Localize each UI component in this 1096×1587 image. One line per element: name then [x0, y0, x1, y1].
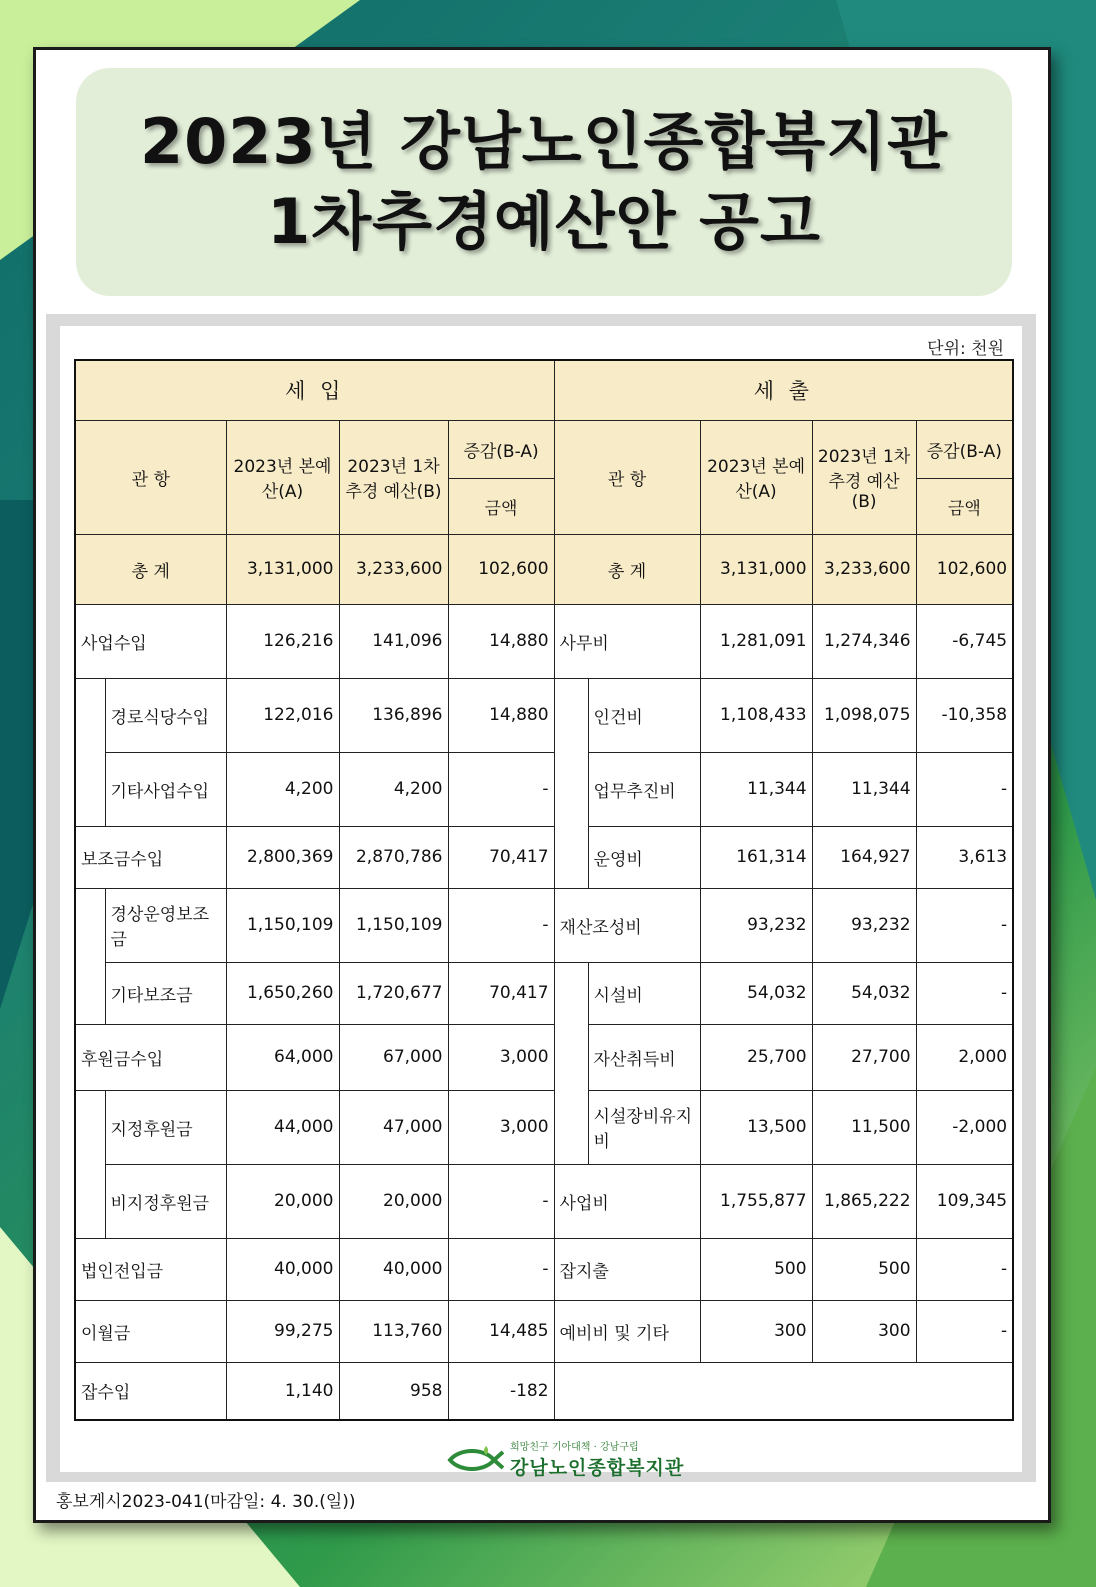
table-row [75, 826, 1013, 888]
expense-item-name: 운영비 [588, 826, 700, 888]
expense-value-b: 1,098,075 [812, 678, 916, 752]
expense-value-a: 1,755,877 [700, 1164, 812, 1238]
notice-frame [33, 47, 1051, 1523]
expense-value-b: 500 [812, 1238, 916, 1300]
fish-logo-icon [446, 1444, 504, 1474]
income-category-name: 후원금수입 [75, 1024, 226, 1090]
income-value-b: 113,760 [339, 1300, 448, 1362]
expense-category-name: 사무비 [554, 604, 700, 678]
income-indent-cell [75, 888, 105, 962]
table-row [75, 1300, 1013, 1362]
income-indent-cell [75, 1164, 105, 1238]
expense-value-b: 1,274,346 [812, 604, 916, 678]
expense-total-diff: 102,600 [916, 534, 1013, 604]
expense-item-name: 자산취득비 [588, 1024, 700, 1090]
expense-value-diff: - [916, 1238, 1013, 1300]
table-row [75, 1164, 1013, 1238]
income-value-a: 44,000 [226, 1090, 339, 1164]
content-panel [46, 314, 1036, 1482]
expense-value-b: 164,927 [812, 826, 916, 888]
expense-value-a: 1,108,433 [700, 678, 812, 752]
income-value-diff: 14,880 [448, 604, 554, 678]
expense-value-b: 27,700 [812, 1024, 916, 1090]
expense-value-b: 300 [812, 1300, 916, 1362]
income-value-b: 136,896 [339, 678, 448, 752]
income-category-name: 사업수입 [75, 604, 226, 678]
income-category-header: 관 항 [75, 420, 226, 534]
income-category-name: 보조금수입 [75, 826, 226, 888]
expense-value-a: 54,032 [700, 962, 812, 1024]
table-row [75, 752, 1013, 826]
expense-value-diff: - [916, 1300, 1013, 1362]
income-value-diff: 3,000 [448, 1024, 554, 1090]
expense-total-label: 총 계 [554, 534, 700, 604]
expense-value-b: 11,344 [812, 752, 916, 826]
table-row [75, 678, 1013, 752]
income-value-b: 141,096 [339, 604, 448, 678]
income-value-b: 47,000 [339, 1090, 448, 1164]
expense-revised-budget-header: 2023년 1차추경 예산(B) [812, 420, 916, 534]
income-value-diff: - [448, 752, 554, 826]
income-value-diff: - [448, 1164, 554, 1238]
income-total-diff: 102,600 [448, 534, 554, 604]
income-indent-cell [75, 962, 105, 1024]
income-item-name: 경로식당수입 [105, 678, 226, 752]
expense-value-diff: - [916, 888, 1013, 962]
notice-number: 홍보게시2023-041(마감일: 4. 30.(일)) [56, 1492, 356, 1512]
income-category-name: 잡수입 [75, 1362, 226, 1420]
income-value-a: 1,650,260 [226, 962, 339, 1024]
income-value-diff: - [448, 888, 554, 962]
table-row [75, 1362, 1013, 1420]
expense-value-b: 11,500 [812, 1090, 916, 1164]
expense-value-a: 300 [700, 1300, 812, 1362]
unit-label: 단위: 천원 [927, 339, 1004, 359]
income-value-b: 67,000 [339, 1024, 448, 1090]
income-indent-cell [75, 678, 105, 752]
income-total-b: 3,233,600 [339, 534, 448, 604]
expense-indent-cell [554, 962, 588, 1024]
expense-value-a: 25,700 [700, 1024, 812, 1090]
expense-section-header: 세 출 [554, 360, 1013, 420]
income-item-name: 지정후원금 [105, 1090, 226, 1164]
content-inner [60, 326, 1022, 1479]
expense-item-name: 시설비 [588, 962, 700, 1024]
income-indent-cell [75, 1090, 105, 1164]
table-row [75, 1238, 1013, 1300]
budget-table [74, 359, 1014, 1421]
expense-item-name: 인건비 [588, 678, 700, 752]
income-change-header: 증감(B-A) [448, 420, 554, 478]
income-value-b: 4,200 [339, 752, 448, 826]
page-title-line2: 1차추경예산안 공고 [267, 185, 821, 258]
expense-value-b: 54,032 [812, 962, 916, 1024]
expense-indent-cell [554, 826, 588, 888]
income-value-a: 1,150,109 [226, 888, 339, 962]
income-item-name: 기타사업수입 [105, 752, 226, 826]
income-amount-header: 금액 [448, 478, 554, 534]
expense-category-name: 재산조성비 [554, 888, 700, 962]
expense-value-diff: - [916, 752, 1013, 826]
title-box [76, 68, 1012, 296]
income-value-b: 2,870,786 [339, 826, 448, 888]
expense-category-name: 예비비 및 기타 [554, 1300, 700, 1362]
expense-category-header: 관 항 [554, 420, 700, 534]
income-indent-cell [75, 752, 105, 826]
income-value-a: 122,016 [226, 678, 339, 752]
table-row [75, 604, 1013, 678]
income-value-b: 40,000 [339, 1238, 448, 1300]
expense-change-header: 증감(B-A) [916, 420, 1013, 478]
income-value-diff: 70,417 [448, 826, 554, 888]
expense-category-name: 잡지출 [554, 1238, 700, 1300]
income-category-name: 법인전입금 [75, 1238, 226, 1300]
expense-value-diff: -6,745 [916, 604, 1013, 678]
income-category-name: 이월금 [75, 1300, 226, 1362]
expense-value-diff: 3,613 [916, 826, 1013, 888]
expense-value-a: 1,281,091 [700, 604, 812, 678]
income-value-b: 20,000 [339, 1164, 448, 1238]
expense-indent-cell [554, 752, 588, 826]
expense-indent-cell [554, 1090, 588, 1164]
expense-value-b: 93,232 [812, 888, 916, 962]
expense-value-diff: 2,000 [916, 1024, 1013, 1090]
income-value-a: 20,000 [226, 1164, 339, 1238]
expense-indent-cell [554, 678, 588, 752]
income-section-header: 세 입 [75, 360, 554, 420]
table-row [75, 1024, 1013, 1090]
expense-base-budget-header: 2023년 본예산(A) [700, 420, 812, 534]
income-value-a: 40,000 [226, 1238, 339, 1300]
expense-value-a: 13,500 [700, 1090, 812, 1164]
table-row [75, 888, 1013, 962]
expense-value-a: 161,314 [700, 826, 812, 888]
expense-total-b: 3,233,600 [812, 534, 916, 604]
page-title-line1: 2023년 강남노인종합복지관 [139, 105, 949, 178]
income-value-a: 4,200 [226, 752, 339, 826]
expense-item-name: 시설장비유지비 [588, 1090, 700, 1164]
expense-value-diff: -10,358 [916, 678, 1013, 752]
income-value-diff: 70,417 [448, 962, 554, 1024]
expense-total-a: 3,131,000 [700, 534, 812, 604]
income-value-b: 958 [339, 1362, 448, 1420]
income-item-name: 비지정후원금 [105, 1164, 226, 1238]
expense-item-name: 업무추진비 [588, 752, 700, 826]
logo-name: 강남노인종합복지관 [510, 1457, 685, 1479]
income-value-diff: - [448, 1238, 554, 1300]
expense-category-name: 사업비 [554, 1164, 700, 1238]
expense-value-a: 500 [700, 1238, 812, 1300]
income-value-diff: -182 [448, 1362, 554, 1420]
income-base-budget-header: 2023년 본예산(A) [226, 420, 339, 534]
income-value-a: 64,000 [226, 1024, 339, 1090]
income-value-a: 2,800,369 [226, 826, 339, 888]
empty-cell [554, 1362, 1013, 1420]
income-value-a: 99,275 [226, 1300, 339, 1362]
table-row [75, 962, 1013, 1024]
income-value-diff: 3,000 [448, 1090, 554, 1164]
income-value-a: 126,216 [226, 604, 339, 678]
org-logo [446, 1438, 684, 1480]
expense-amount-header: 금액 [916, 478, 1013, 534]
income-value-b: 1,720,677 [339, 962, 448, 1024]
income-revised-budget-header: 2023년 1차추경 예산(B) [339, 420, 448, 534]
table-row [75, 1090, 1013, 1164]
expense-value-b: 1,865,222 [812, 1164, 916, 1238]
expense-value-diff: -2,000 [916, 1090, 1013, 1164]
income-value-a: 1,140 [226, 1362, 339, 1420]
expense-value-diff: - [916, 962, 1013, 1024]
expense-indent-cell [554, 1024, 588, 1090]
income-value-diff: 14,880 [448, 678, 554, 752]
income-item-name: 기타보조금 [105, 962, 226, 1024]
logo-slogan: 희망친구 기아대책 · 강남구립 [510, 1442, 639, 1453]
expense-value-diff: 109,345 [916, 1164, 1013, 1238]
expense-value-a: 11,344 [700, 752, 812, 826]
income-total-label: 총 계 [75, 534, 226, 604]
expense-value-a: 93,232 [700, 888, 812, 962]
income-value-b: 1,150,109 [339, 888, 448, 962]
income-total-a: 3,131,000 [226, 534, 339, 604]
income-value-diff: 14,485 [448, 1300, 554, 1362]
income-item-name: 경상운영보조금 [105, 888, 226, 962]
